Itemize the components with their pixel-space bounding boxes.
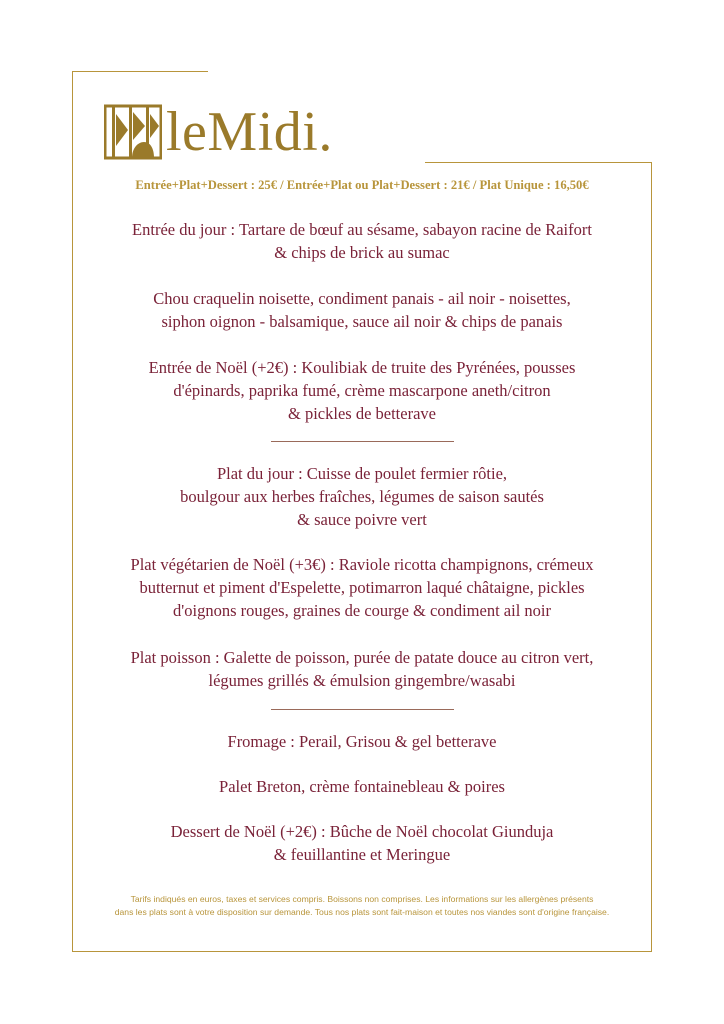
section-divider-1	[271, 441, 454, 442]
frame-line-right	[651, 162, 652, 952]
footer-note: Tarifs indiqués en euros, taxes et services compris. Boissons non comprises. Les informations sur les allergènes présents dans les plats sont à votre disposition sur demande. Tous nos plats sont fait-maison et toutes nos viandes sont d'origine française.	[114, 894, 610, 917]
menu-item-starter-3: Entrée de Noël (+2€) : Koulibiak de truite des Pyrénées, pousses d'épinards, paprika fumé, crème mascarpone aneth/citron & pickles de betterave	[148, 358, 576, 423]
menu-item-main-1: Plat du jour : Cuisse de poulet fermier rôtie, boulgour aux herbes fraîches, légumes de saison sautés & sauce poivre vert	[180, 464, 544, 529]
frame-line-bottom	[72, 951, 652, 952]
menu-item-dessert-3: Dessert de Noël (+2€) : Bûche de Noël chocolat Giunduja & feuillantine et Meringue	[170, 822, 554, 864]
price-formulas: Entrée+Plat+Dessert : 25€ / Entrée+Plat ou Plat+Dessert : 21€ / Plat Unique : 16,50€	[135, 178, 589, 192]
menu-item-main-3: Plat poisson : Galette de poisson, purée de patate douce au citron vert, légumes grillés & émulsion gingembre/wasabi	[130, 648, 594, 690]
menu-item-dessert-2: Palet Breton, crème fontainebleau & poires	[219, 777, 505, 796]
frame-line-left	[72, 71, 73, 952]
section-divider-2	[271, 709, 454, 710]
menu-item-starter-2: Chou craquelin noisette, condiment panais - ail noir - noisettes, siphon oignon - balsamique, sauce ail noir & chips de panais	[153, 289, 571, 331]
brand-name: leMidi.	[166, 101, 333, 163]
menu-item-dessert-1: Fromage : Perail, Grisou & gel betterave	[227, 732, 497, 751]
menu-item-main-2: Plat végétarien de Noël (+3€) : Raviole ricotta champignons, crémeux butternut et piment d'Espelette, potimarron laqué châtaigne, pickles d'oignons rouges, graines de courge & condiment ail noir	[130, 555, 594, 620]
logo-emblem-icon	[104, 104, 162, 160]
brand-logo	[104, 101, 333, 163]
menu-item-starter-1: Entrée du jour : Tartare de bœuf au sésame, sabayon racine de Raifort & chips de brick au sumac	[132, 220, 592, 262]
frame-line-top	[72, 71, 208, 72]
frame-line-right-top	[425, 162, 652, 163]
